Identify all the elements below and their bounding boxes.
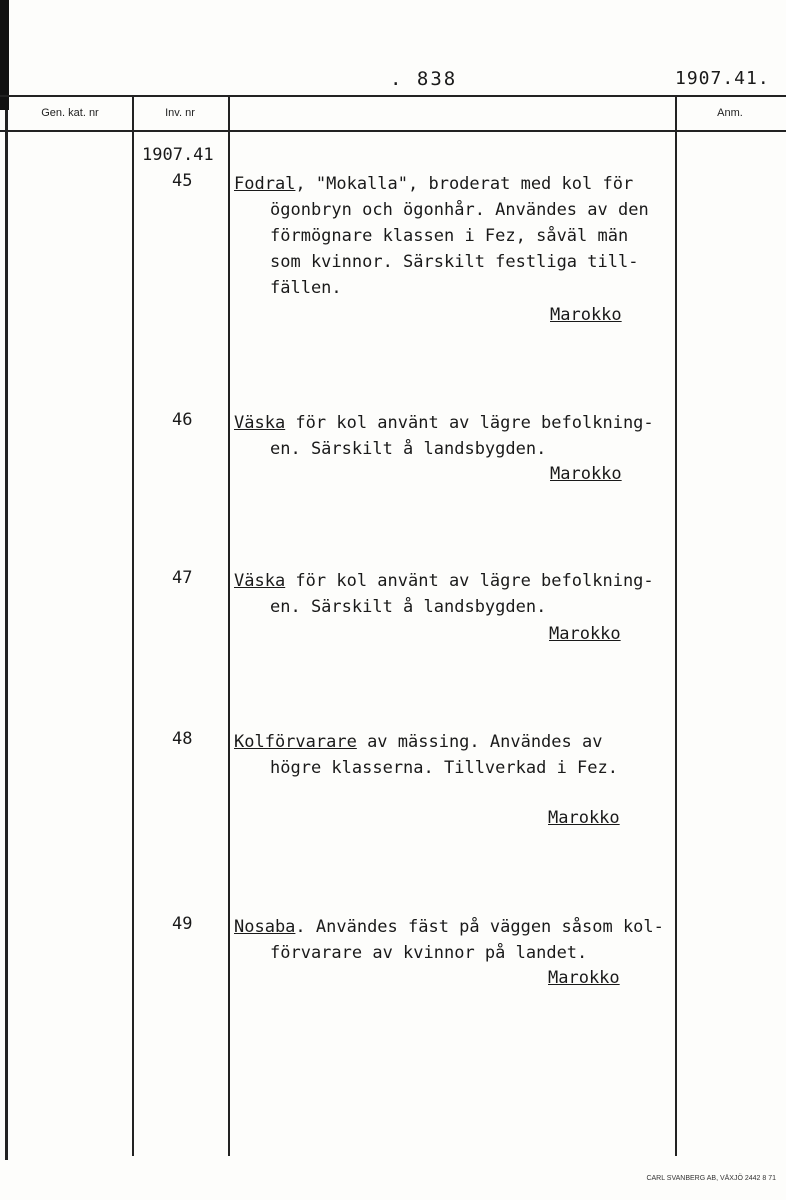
entry-line: ögonbryn och ögonhår. Användes av den (270, 200, 649, 220)
entry-number: 46 (172, 410, 193, 430)
entry-location: Marokko (550, 305, 622, 325)
entry-text (234, 568, 674, 620)
top-rule (0, 95, 786, 97)
entry-title: Fodral (234, 174, 296, 194)
header-rule (0, 130, 786, 132)
entry-line: som kvinnor. Särskilt festliga till- (270, 252, 639, 272)
entry-number: 48 (172, 729, 193, 749)
entry-location: Marokko (548, 968, 620, 988)
year-label: 1907.41 (142, 145, 214, 165)
page-reference: 1907.41. (675, 68, 770, 89)
entry-title: Väska (234, 571, 286, 591)
page-edge-line (5, 110, 8, 1160)
header-anm: Anm. (717, 107, 743, 119)
entry-line: , "Mokalla", broderat med kol för (295, 174, 634, 194)
entry-location: Marokko (549, 624, 621, 644)
entry-text (234, 410, 674, 462)
entry-title: Nosaba (234, 917, 296, 937)
column-divider-3 (675, 96, 677, 1156)
entry-location: Marokko (550, 464, 622, 484)
header-gen-kat: Gen. kat. nr (41, 107, 99, 119)
entry-title: Kolförvarare (234, 732, 357, 752)
column-divider-1 (132, 96, 134, 1156)
entry-line: . Användes fäst på väggen såsom kol- (295, 917, 664, 937)
entry-text (234, 914, 674, 966)
column-divider-2 (228, 96, 230, 1156)
entry-line: fällen. (270, 278, 342, 298)
entry-line: för kol använt av lägre befolkning- (285, 571, 654, 591)
entry-title: Väska (234, 413, 286, 433)
entry-text (234, 171, 674, 301)
entry-number: 45 (172, 171, 193, 191)
entry-line: en. Särskilt å landsbygden. (270, 439, 547, 459)
entry-line: av mässing. Användes av (356, 732, 603, 752)
entry-number: 49 (172, 914, 193, 934)
entry-line: förmögnare klassen i Fez, såväl män (270, 226, 629, 246)
entry-line: en. Särskilt å landsbygden. (270, 597, 547, 617)
entry-text (234, 729, 674, 781)
entry-location: Marokko (548, 808, 620, 828)
header-inv: Inv. nr (165, 107, 195, 119)
entry-line: högre klasserna. Tillverkad i Fez. (270, 758, 618, 778)
entry-line: förvarare av kvinnor på landet. (270, 943, 588, 963)
entry-line: för kol använt av lägre befolkning- (285, 413, 654, 433)
printer-imprint: CARL SVANBERG AB, VÄXJÖ 2442 8 71 (646, 1175, 776, 1182)
entry-number: 47 (172, 568, 193, 588)
page-edge-mark (0, 0, 9, 110)
page-number: . 838 (390, 68, 458, 90)
